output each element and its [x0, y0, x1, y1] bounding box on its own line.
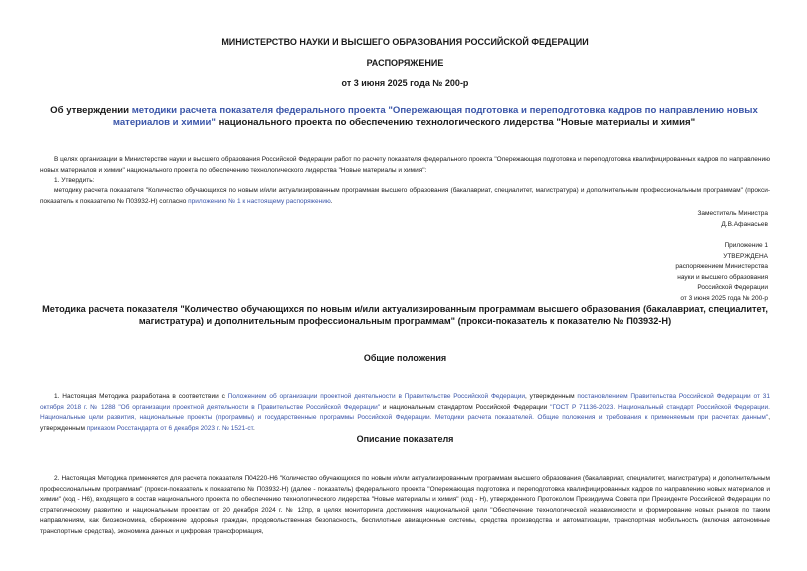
title-link[interactable]: методики расчета показателя федерального проекта "Опережающая подготовка и переподготовка кадров по направлению новых материалов и химии"	[112, 105, 758, 128]
p1-link-regulation[interactable]: Положением об организации проектной деятельности в Правительстве Российской Федерации	[227, 393, 526, 400]
paragraph-1	[40, 392, 770, 434]
paragraph-2: 2. Настоящая Методика применяется для расчета показателя П04220-Н6 "Количество обучающихся по новым и/или актуализированным программам высшего образования (бакалавриат, специалитет, магистратура) и дополнительным профессиональным программам" (прокси-показатель к показателю № П03932-Н) (далее - показатель) федерального проекта "Опережающая подготовка и переподготовка квалифицированных кадров по направлению новых материалов и химии" (код - Н6), входящего в состав национального проекта по обеспечению технологического лидерства "Новые материалы и химия" (код - Н), утвержденного Протоколом Президиума Совета при Президенте Российской Федерации по стратегическому развитию и национальным проектам от 20 декабря 2024 г. № 12пр, в целях мониторинга достижения национальной цели "Обеспечение технологической независимости и формирование новых рынков по таким направлениям, как биоэкономика, сбережение здоровья граждан, продовольственная безопасность, беспилотные авиационные системы, средства производства и автоматизации, транспортная мобильность (включая автономные транспортные средства), экономика данных и цифровая трансформация,	[40, 475, 770, 535]
intro-item-approve: 1. Утвердить:	[54, 177, 95, 184]
method-title: Методика расчета показателя "Количество обучающихся по новым и/или актуализированным программам высшего образования (бакалавриат, специалитет, магистратура) и дополнительным профессиональным программам" (прокси-показатель к показателю № П03932-Н)	[42, 304, 768, 326]
document-title	[34, 105, 774, 129]
appendix-line-1: распоряжением Министерства	[675, 263, 768, 270]
ministry-heading: МИНИСТЕРСТВО НАУКИ И ВЫСШЕГО ОБРАЗОВАНИЯ РОССИЙСКОЙ ФЕДЕРАЦИИ	[221, 37, 589, 47]
document-date: от 3 июня 2025 года № 200-р	[341, 78, 469, 88]
appendix-link[interactable]: приложению № 1 к настоящему распоряжению	[188, 197, 331, 205]
appendix-number: Приложение 1	[724, 242, 768, 249]
appendix-approval-block	[600, 241, 768, 304]
appendix-line-3: Российской Федерации	[697, 284, 768, 291]
method-text-end: .	[330, 197, 333, 205]
method-text: методику расчета показателя "Количество обучающихся по новым и/или актуализированным программам высшего образования (бакалавриат, специалитет, магистратура) и дополнительным профессиональным программам" (прокси-показатель к показателю № П03932-Н) согласно	[40, 187, 770, 205]
p1-text-4: , утвержденным	[40, 414, 770, 432]
section-general: Общие положения	[363, 353, 447, 363]
p1-link-order[interactable]: приказом Росстандарта от 6 декабря 2023 г. № 1521-ст	[86, 424, 253, 432]
appendix-line-2: науки и высшего образования	[677, 273, 768, 281]
intro-paragraph: В целях организации в Министерстве науки и высшего образования Российской Федерации работ по расчету показателя федерального проекта "Опережающая подготовка и переподготовка квалифицированных кадров по направлению новых материалов и химии" национального проекта по обеспечению технологического лидерства "Новые материалы и химия":	[40, 156, 770, 174]
title-suffix: национального проекта по обеспечению технологического лидерства "Новые материалы и химия"	[215, 117, 696, 128]
document-type: РАСПОРЯЖЕНИЕ	[366, 58, 444, 68]
p1-text-5: .	[252, 424, 255, 432]
appendix-line-4: от 3 июня 2025 года № 200-р	[680, 294, 768, 302]
title-prefix: Об утверждении	[50, 105, 132, 116]
signature-name: Д.В.Афанасьев	[721, 221, 768, 228]
appendix-approved: УТВЕРЖДЕНА	[723, 252, 768, 260]
section-description: Описание показателя	[356, 434, 454, 444]
p1-link-decree[interactable]: постановлением Правительства Российской Федерации от 31 октября 2018 г. № 1288 "Об организации проектной деятельности в Правительстве Российской Федерации"	[40, 393, 770, 411]
p1-text-1: 1. Настоящая Методика разработана в соответствии с	[54, 393, 228, 400]
intro-method-paragraph	[40, 186, 770, 207]
p1-text-3: и национальным стандартом Российской Федерации	[380, 403, 551, 411]
p1-text-2: , утвержденным	[525, 393, 578, 400]
p1-link-gost[interactable]: "ГОСТ Р 71136-2023. Национальный стандарт Российской Федерации. Национальные цели развития, национальные проекты (программы) и государственные программы Российской Федерации. Методики расчета показателей. Общие положения и требования к применяемым при расчетах данным"	[40, 403, 770, 421]
signature-position: Заместитель Министра	[697, 210, 768, 217]
